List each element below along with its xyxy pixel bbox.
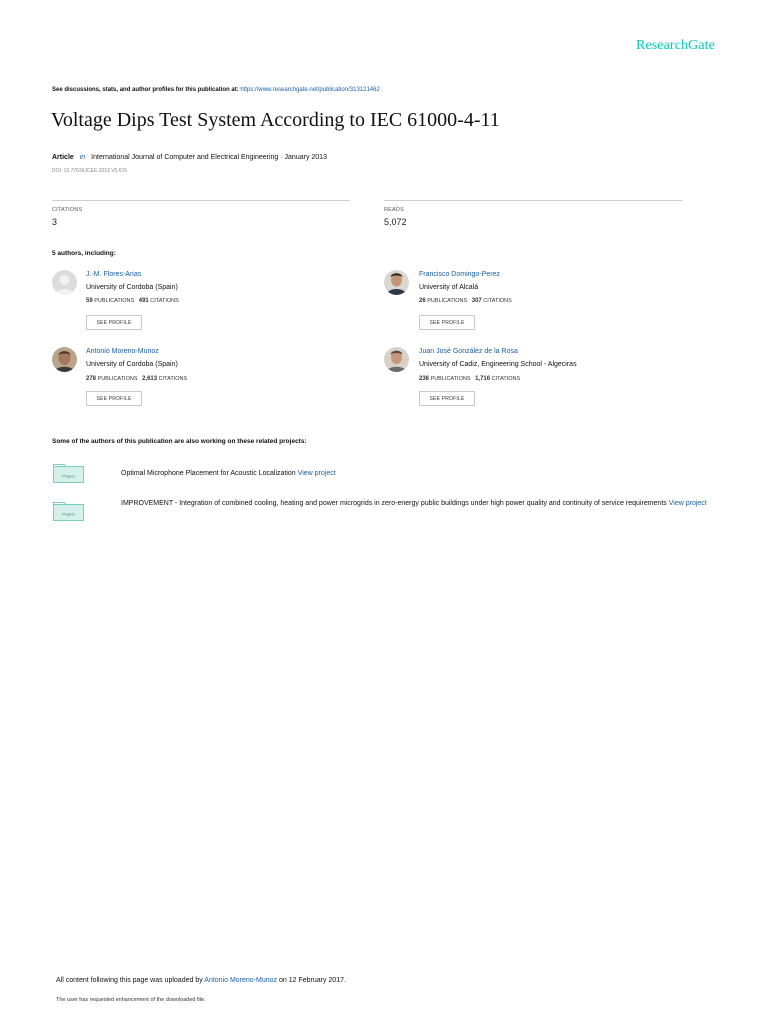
project-item (121, 467, 711, 480)
author-institution: University of Cadiz, Engineering School - Algeciras (419, 361, 577, 368)
publications-label: PUBLICATIONS (427, 298, 468, 304)
publications-count: 59 (86, 298, 93, 304)
author-card (52, 270, 77, 295)
see-profile-button[interactable]: SEE PROFILE (419, 391, 475, 406)
in-word: in (79, 154, 86, 161)
citations-label: CITATIONS (52, 207, 83, 213)
project-prefix: IMPROVEMENT - (121, 500, 178, 507)
project-item (121, 497, 716, 510)
citations-count: 1,716 (475, 376, 491, 382)
author-card (52, 347, 77, 372)
authors-heading: 5 authors, including: (52, 250, 116, 257)
project-title: Optimal Microphone Placement for Acoustic Localization (121, 470, 296, 477)
author-name-link[interactable]: Juan José González de la Rosa (419, 348, 518, 355)
citations-label: CITATIONS (483, 298, 512, 304)
author-name-link[interactable]: J.-M. Flores-Arias (86, 271, 142, 278)
publication-url-link[interactable]: https://www.researchgate.net/publication/313121462 (240, 87, 380, 93)
citations-count: 491 (138, 298, 149, 304)
publications-count: 26 (419, 298, 426, 304)
project-icon-label: Project (62, 473, 75, 479)
citations-label: CITATIONS (158, 376, 188, 382)
article-type: Article (52, 154, 74, 161)
upload-line (56, 977, 346, 984)
view-project-link[interactable]: View project (668, 500, 707, 507)
project-folder-icon[interactable] (53, 463, 84, 483)
publications-count: 278 (86, 376, 97, 382)
author-counts (86, 376, 187, 382)
author-photo[interactable] (384, 347, 409, 372)
author-institution: University of Cordoba (Spain) (86, 284, 178, 291)
project-icon-label: Project (62, 511, 75, 517)
doi: DOI: 10.7763/IJCEE.2013.V5.676 (52, 168, 128, 174)
related-projects-heading: Some of the authors of this publication are also working on these related projects: (52, 438, 307, 445)
see-profile-button[interactable]: SEE PROFILE (419, 315, 475, 330)
author-counts (419, 376, 520, 382)
see-profile-button[interactable]: SEE PROFILE (86, 315, 142, 330)
author-counts (86, 298, 179, 304)
author-institution: University of Cordoba (Spain) (86, 361, 178, 368)
citations-divider (52, 200, 350, 201)
author-photo[interactable] (384, 270, 409, 295)
author-institution: University of Alcalá (419, 284, 479, 291)
project-title: Integration of combined cooling, heating and power microgrids in zero-energy public buildings under high power quality and continuity of service requirements (179, 500, 667, 507)
publications-count: 236 (419, 376, 430, 382)
reads-value: 5,072 (384, 217, 407, 227)
publications-label: PUBLICATIONS (97, 376, 138, 382)
journal-venue: International Journal of Computer and Electrical Engineering · January 2013 (91, 154, 327, 161)
author-name-link[interactable]: Francisco Domingo-Perez (419, 271, 500, 278)
upload-prefix: All content following this page was uploaded by (56, 977, 203, 984)
researchgate-logo[interactable]: ResearchGate (636, 38, 715, 53)
author-card (384, 347, 409, 372)
author-name-link[interactable]: Antonio Moreno-Munoz (86, 348, 159, 355)
project-folder-icon[interactable] (53, 501, 84, 521)
author-counts (419, 298, 512, 304)
citations-value: 3 (52, 217, 58, 227)
citations-label: CITATIONS (150, 298, 179, 304)
placeholder-avatar-icon[interactable] (52, 270, 77, 295)
view-project-link[interactable]: View project (297, 470, 336, 477)
author-card (384, 270, 409, 295)
citations-label: CITATIONS (491, 376, 521, 382)
discussions-text: See discussions, stats, and author profiles for this publication at: (52, 87, 239, 93)
see-profile-button[interactable]: SEE PROFILE (86, 391, 142, 406)
upload-suffix: on 12 February 2017. (279, 977, 346, 984)
citations-count: 2,613 (142, 376, 158, 382)
author-photo[interactable] (52, 347, 77, 372)
reads-divider (384, 200, 683, 201)
publications-label: PUBLICATIONS (94, 298, 135, 304)
publications-label: PUBLICATIONS (430, 376, 471, 382)
discussions-line (52, 87, 380, 93)
uploader-link[interactable]: Antonio Moreno-Munoz (204, 977, 278, 984)
paper-meta (52, 154, 327, 161)
reads-label: READS (384, 207, 404, 213)
request-enhancement-note: The user has requested enhancement of the downloaded file. (56, 997, 206, 1003)
citations-count: 307 (471, 298, 482, 304)
paper-title: Voltage Dips Test System According to IEC 61000-4-11 (51, 109, 500, 131)
